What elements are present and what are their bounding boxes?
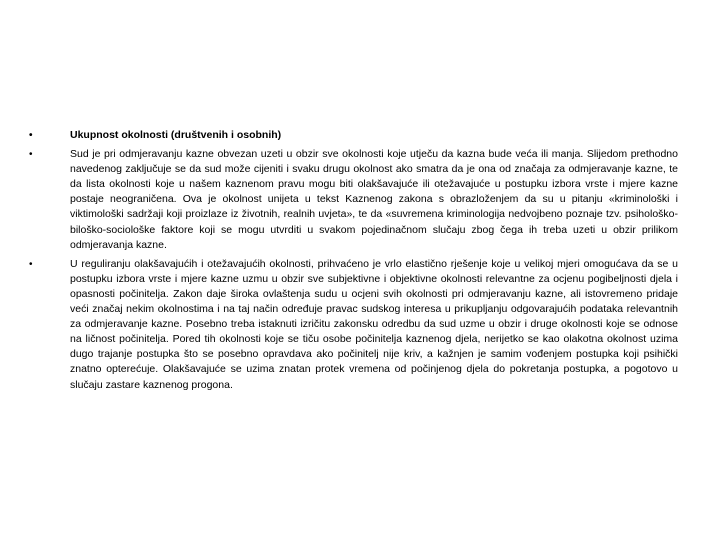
bullet-text: U reguliranju olakšavajućih i otežavajućih okolnosti, prihvaćeno je vrlo elastično rješenje koje u velikoj mjeri omogućava da se u postupku izbora vrste i mjere kazne uzmu u obzir sve subjektivne i objektivne okolnosti relevantne za ocjenu pogibeljnosti djela i opasnosti počinitelja. Zakon daje široka ovlaštenja sudu u ocjeni svih okolnosti pri odmjeravanju kazne, ali istovremeno pridaje veći značaj nekim okolnostima i na taj način određuje pravac sudskog interesa u prikupljanju odgovarajućih podataka relevantnih za odmjeravanje kazne. Posebno treba istaknuti izričitu zakonsku odredbu da sud uzme u obzir i druge okolnosti koje se odnose na ličnost počinitelja. Pored tih okolnosti koje se tiču osobe počinitelja kaznenog djela, nerijetko se kao olakotna okolnost uzima dugo trajanje postupka što se posebno opravdava ako počinitelj nije kriv, a kažnjen je samim vođenjem postupka koji psihički znatno opterećuje. Olakšavajuće se uzima znatan protek vremena od počinjenog djela do pokretanja postupka, a pogotovo u slučaju zastare kaznenog progona. [70, 257, 678, 391]
bullet-item [24, 147, 678, 253]
bullet-text: Ukupnost okolnosti (društvenih i osobnih) [70, 129, 282, 141]
bullet-marker: • [29, 149, 33, 161]
bullet-marker: • [29, 130, 33, 141]
bullet-list [24, 128, 678, 393]
bullet-item [24, 257, 678, 393]
bullet-marker: • [29, 258, 33, 270]
bullet-item-heading [24, 128, 678, 143]
bullet-text: Sud je pri odmjeravanju kazne obvezan uzeti u obzir sve okolnosti koje utječu da kazna bude veća ili manja. Slijedom prethodno navedenog zaključuje se da sud može cijeniti i svaku drugu okolnost ako smatra da je ona od značaja za odmjeravanje kazne, te da lista okolnosti koje u našem kaznenom pravu mogu biti olakšavajuće ili otežavajuće u postupku izbora vrste i mjere kazne postaje neograničena. Ova je okolnost unijeta u tekst Kaznenog zakona s obrazloženjem da su u pitanju «kriminološki i viktimološki sadržaji koji proizlaze iz životnih, realnih uvjeta», te da «suvremena kriminologija nedvojbeno poznaje tzv. psihološko-biloško-sociološke faktore koji se mogu utvrditi u svakom pojedinačnom slučaju zbog čega ih treba uzeti u obzir prilikom odmjeravanja kazne. [70, 148, 678, 251]
